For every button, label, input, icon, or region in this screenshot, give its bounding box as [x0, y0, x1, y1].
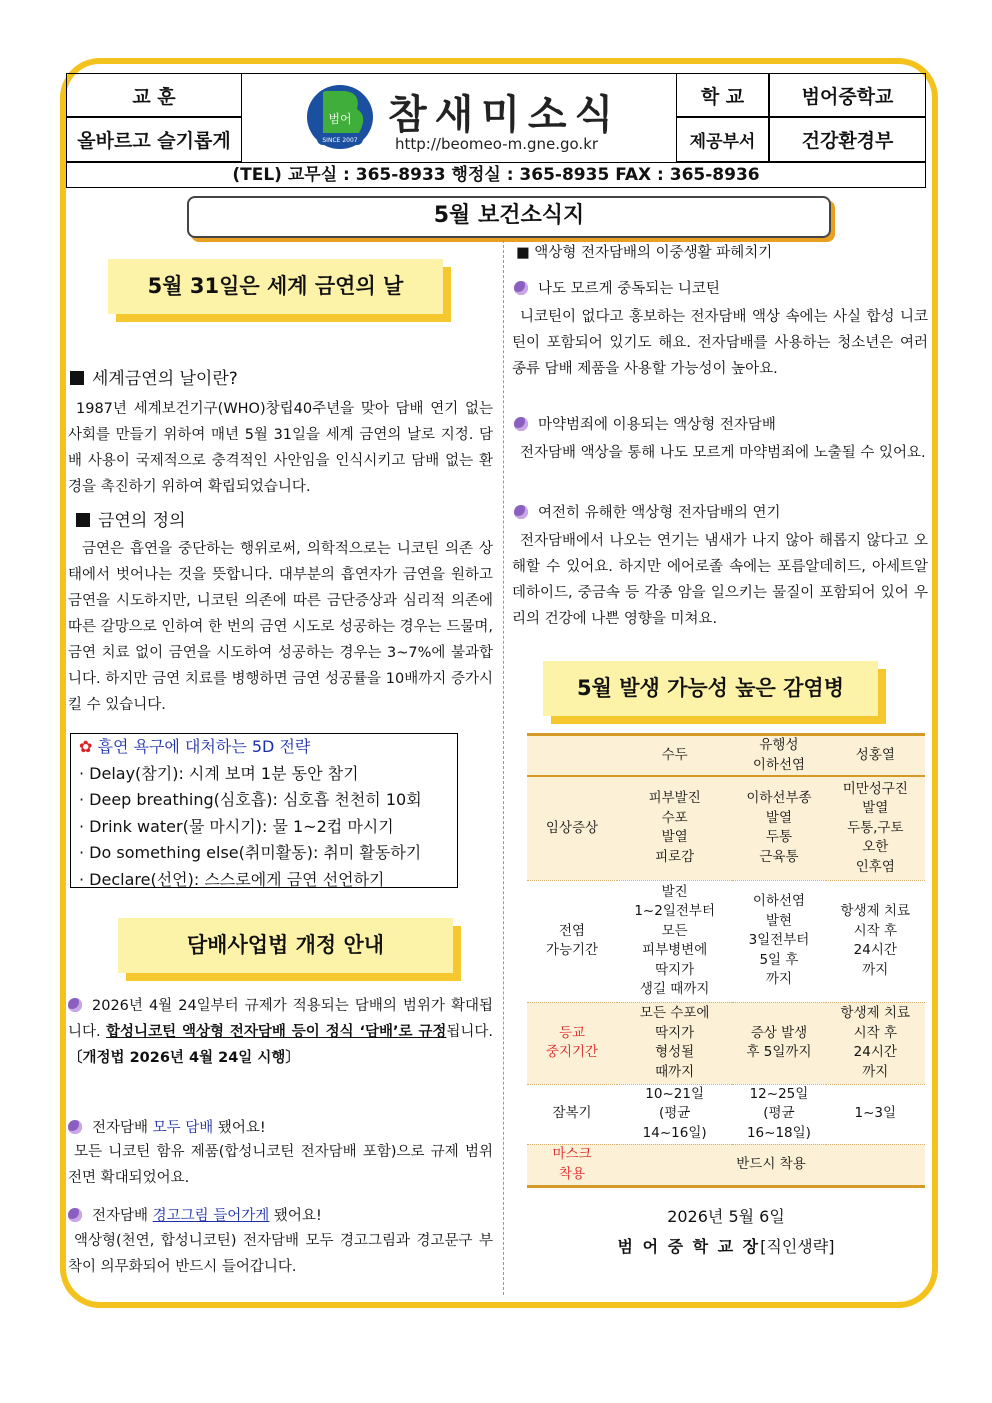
phone-info: (TEL) 교무실 : 365-8933 행정실 : 365-8935 FAX : 365-8936: [66, 162, 926, 188]
law-heading-3: 전자담배 경고그림 들어가게 됐어요!: [68, 1203, 493, 1229]
vape-section-title: ■ 액상형 전자담배의 이중생활 파헤치기: [516, 245, 773, 261]
section-what-is: 세계금연의 날이란?: [70, 364, 238, 389]
strategy-item: · Declare(선언): 스스로에게 금연 선언하기: [79, 869, 385, 889]
section-definition: 금연의 정의: [76, 506, 186, 531]
logo-since: SINCE 2007: [322, 137, 358, 144]
table-cell: 항생제 치료 시작 후 24시간 까지: [826, 1002, 925, 1084]
row-label: 잠복기: [527, 1084, 617, 1144]
table-header-cell: [527, 735, 617, 777]
table-cell: 모든 수포에 딱지가 형성될 때까지: [617, 1002, 732, 1084]
motto-value: 올바르고 슬기롭게: [66, 117, 242, 162]
vape-heading-2: 마약범죄에 이용되는 액상형 전자담배: [514, 412, 928, 438]
table-cell: 이하선염 발현 3일전부터 5일 후 까지: [732, 880, 825, 1002]
strategy-item: · Do something else(취미활동): 취미 활동하기: [79, 843, 422, 862]
tobacco-law-box: 담배사업법 개정 안내: [118, 918, 453, 973]
strategy-item: · Delay(참기): 시계 보며 1분 동안 참기: [79, 763, 359, 783]
vape-paragraph-1: 니코틴이 없다고 홍보하는 전자담배 액상 속에는 사실 합성 니코틴이 포함되어 있기도 해요. 전자담배를 사용하는 청소년은 여러 종류 담배 제품을 사용할 가능성이 높아요.: [512, 309, 928, 377]
table-cell: 피부발진 수포 발열 피로감: [617, 776, 732, 880]
table-cell: 발진 1~2일전부터 모든 피부병변에 딱지가 생길 때까지: [617, 880, 732, 1002]
dept-label: 제공부서: [676, 117, 769, 162]
table-cell: 12~25일 (평균 16~18일): [732, 1084, 825, 1144]
school-url[interactable]: http://beomeo-m.gne.go.kr: [395, 135, 599, 153]
infectious-disease-box: 5월 발생 가능성 높은 감염병: [543, 661, 878, 716]
section-what-is-body: 1987년 세계보건기구(WHO)창립40주년을 맞아 담배 연기 없는 사회를 만들기 위하여 매년 5월 31일을 세계 금연의 날로 지정. 담배 사용이 국제적으로 충격적인 사안임을 인식시키고 담배 없는 환경을 촉진하기 위하여 확립되었습니다.: [68, 401, 493, 495]
table-cell: 항생제 치료 시작 후 24시간 까지: [826, 880, 925, 1002]
motto-label: 교 훈: [66, 73, 242, 117]
logo-text: 범어: [328, 112, 352, 126]
section-definition-body: 금연은 흡연을 중단하는 행위로써, 의학적으로는 니코틴 의존 상태에서 벗어나는 것을 뜻합니다. 대부분의 흡연자가 금연을 원하고 금연을 시도하지만, 니코틴 의존에 따른 금단증상과 심리적 의존에 따른 갈망으로 인하여 한 번의 금연 시도로 성공하는 경우는 드물며, 금연 치료 없이 금연을 시도하여 성공하는 경우는 3~7%에 불과합니다. 하지만 금연 치료를 병행하면 금연 성공률을 10배까지 증가시킬 수 있습니다.: [68, 541, 493, 713]
school-label: 학 교: [676, 73, 769, 117]
table-cell: 1~3일: [826, 1084, 925, 1144]
table-cell: 10~21일 (평균 14~16일): [617, 1084, 732, 1144]
row-label: 임상증상: [527, 776, 617, 880]
issue-banner: 5월 보건소식지: [187, 196, 831, 238]
square-bullet-icon: [76, 513, 90, 527]
purple-bullet-icon: [68, 998, 82, 1012]
table-header-cell: 수두: [617, 735, 732, 777]
school-name: 범어중학교: [769, 73, 926, 117]
purple-bullet-icon: [514, 505, 528, 519]
school-logo: [305, 83, 375, 151]
table-header-cell: 성홍열: [826, 735, 925, 777]
table-header-row: [527, 735, 925, 777]
table-row: [527, 880, 925, 1002]
5d-strategy-box: [70, 733, 458, 888]
law-paragraph-2: 모든 니코틴 함유 제품(합성니코틴 전자담배 포함)으로 규제 범위 전면 확대되었어요.: [68, 1144, 493, 1186]
principal: 범 어 중 학 교 장: [617, 1237, 761, 1256]
dept-name: 건강환경부: [769, 117, 926, 162]
purple-bullet-icon: [514, 281, 528, 295]
table-cell: 이하선부종 발열 두통 근육통: [732, 776, 825, 880]
newsletter-title: 참새미소식: [388, 92, 622, 138]
law-heading-2: 전자담배 모두 담배 됐어요!: [68, 1115, 493, 1141]
law-paragraph-3: 액상형(천연, 합성니코틴) 전자담배 모두 경고그림과 경고문구 부착이 의무화되어 반드시 들어갑니다.: [68, 1233, 493, 1275]
table-row: [527, 1144, 925, 1186]
infectious-disease-table: [527, 733, 925, 1188]
strategy-item: · Drink water(물 마시기): 물 1~2컵 마시기: [79, 816, 394, 836]
table-row: [527, 1084, 925, 1144]
purple-bullet-icon: [514, 417, 528, 431]
row-label: 등교 중지기간: [527, 1002, 617, 1084]
column-divider: [503, 240, 504, 1295]
purple-bullet-icon: [68, 1120, 82, 1134]
issue-date: 2026년 5월 6일: [667, 1207, 785, 1226]
table-row: [527, 1002, 925, 1084]
strategy-title: ✿ 흡연 욕구에 대처하는 5D 전략: [79, 737, 311, 756]
law-paragraph-1: 2026년 4월 24일부터 규제가 적용되는 담배의 범위가 확대됩니다. 합성니코틴 액상형 전자담배 등이 정식 ‘담배’로 규정됩니다. 〔개정법 2026년 4월 24일 시행〕: [68, 998, 493, 1066]
seal-note: [직인생략]: [760, 1237, 835, 1256]
purple-bullet-icon: [68, 1208, 82, 1222]
vape-paragraph-2: 전자담배 액상을 통해 나도 모르게 마약범죄에 노출될 수 있어요.: [520, 445, 926, 461]
row-label: 전염 가능기간: [527, 880, 617, 1002]
vape-paragraph-3: 전자담배에서 나오는 연기는 냄새가 나지 않아 해롭지 않다고 오해할 수 있어요. 하지만 에어로졸 속에는 포름알데히드, 아세트알데하이드, 중금속 등 각종 암을 일으키는 물질이 포함되어 있어 우리의 건강에 나쁜 영향을 미쳐요.: [512, 533, 928, 627]
row-label: 마스크 착용: [527, 1144, 617, 1186]
vape-heading-1: 나도 모르게 중독되는 니코틴: [514, 276, 928, 302]
vape-heading-3: 여전히 유해한 액상형 전자담배의 연기: [514, 500, 928, 526]
no-smoking-day-box: 5월 31일은 세계 금연의 날: [108, 259, 443, 314]
table-row: [527, 776, 925, 880]
square-bullet-icon: [70, 371, 84, 385]
signature-line: [527, 1234, 925, 1257]
table-cell: 반드시 착용: [617, 1144, 925, 1186]
table-cell: 증상 발생 후 5일까지: [732, 1002, 825, 1084]
table-header-cell: 유행성 이하선염: [732, 735, 825, 777]
strategy-item: · Deep breathing(심호흡): 심호흡 천천히 10회: [79, 790, 422, 809]
table-cell: 미만성구진 발열 두통,구토 오한 인후염: [826, 776, 925, 880]
flower-icon: ✿: [79, 737, 93, 756]
